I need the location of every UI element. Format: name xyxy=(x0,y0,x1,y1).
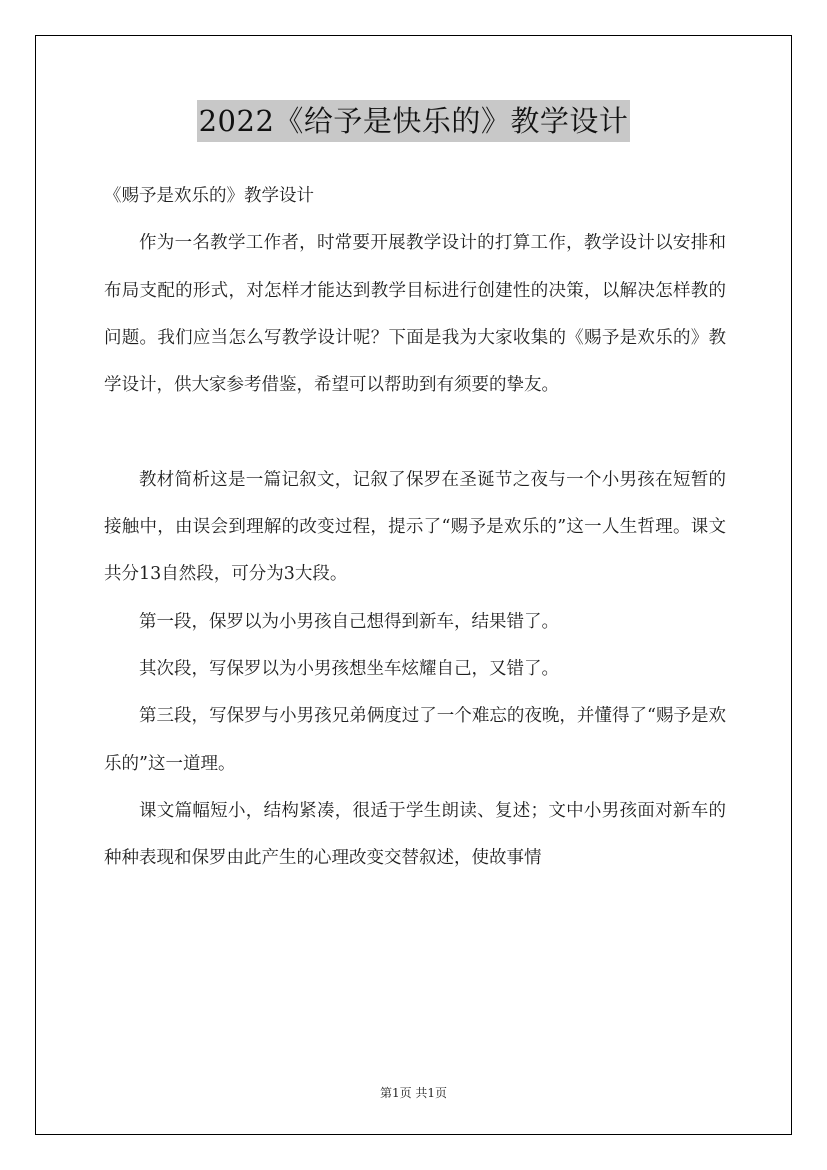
paragraph-textbook-analysis: 教材简析这是一篇记叙文，记叙了保罗在圣诞节之夜与一个小男孩在短暂的接触中，由误会到理解的改变过程，提示了“赐予是欢乐的”这一人生哲理。课文共分13自然段，可分为3大段。 xyxy=(104,469,726,585)
paragraph-intro: 作为一名教学工作者，时常要开展教学设计的打算工作，教学设计以安排和布局支配的形式，对怎样才能达到教学目标进行创建性的决策，以解决怎样教的问题。我们应当怎么写教学设计呢？下面是我为大家收集的《赐予是欢乐的》教学设计，供大家参考借鉴，希望可以帮助到有须要的挚友。 xyxy=(104,233,726,396)
title-container xyxy=(0,100,827,142)
page-footer: 第1页 共1页 xyxy=(379,1086,448,1100)
document-subtitle: 《赐予是欢乐的》教学设计 xyxy=(104,186,314,206)
paragraph-section-two: 其次段，写保罗以为小男孩想坐车炫耀自己，又错了。 xyxy=(139,658,559,679)
paragraph-text-structure: 课文篇幅短小，结构紧凑，很适于学生朗读、复述；文中小男孩面对新车的种种表现和保罗由此产生的心理改变交替叙述，使故事情 xyxy=(104,800,726,869)
document-title: 2022《给予是快乐的》教学设计 xyxy=(197,100,631,142)
paragraph-section-three: 第三段，写保罗与小男孩兄弟俩度过了一个难忘的夜晚，并懂得了“赐予是欢乐的”这一道理。 xyxy=(104,706,726,774)
blank-line xyxy=(104,409,726,456)
paragraph-section-one: 第一段，保罗以为小男孩自己想得到新车，结果错了。 xyxy=(139,611,559,632)
document-body xyxy=(104,173,726,882)
